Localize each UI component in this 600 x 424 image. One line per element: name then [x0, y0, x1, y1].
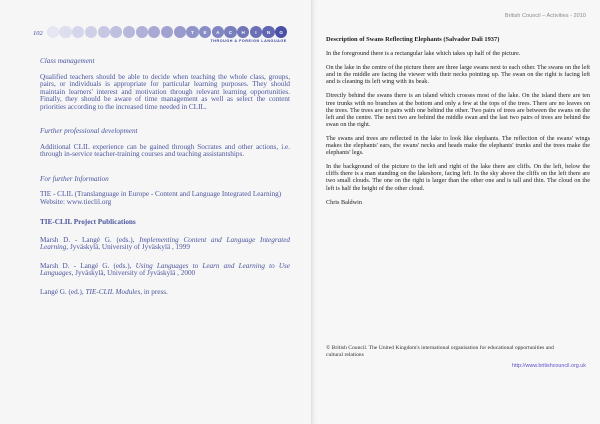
tie-clil-description: TIE - CLIL (Translanguage in Europe - Content and Language Integrated Learning) — [40, 190, 282, 198]
page-right — [311, 0, 600, 424]
paragraph: In the foreground there is a rectangular lake which takes up half of the picture. — [326, 50, 521, 58]
paragraph: The swans and trees are reflected in the lake to look like elephants. The reflection of the swans' wings makes the elephants' ears, the swans' necks and heads make the elephants' trunks and the trees make the elephants' legs. — [326, 134, 590, 157]
logo-letter-dot: T — [186, 26, 198, 38]
further-information-block — [40, 191, 290, 206]
paragraph: Directly behind the swans there is an island which crosses most of the lake. On the island there are ten tree trunks with no branches at the bottom and only a few at the tops of the trees. There are no leaves on the trees. The trees are in pairs with one behind the other. Two pairs of trees are between the swans on the left and the centre. The next two are behind the middle swan and the last two pairs of trees are behind the swan on the right. — [326, 92, 590, 128]
logo-dot — [59, 26, 71, 38]
logo-dot — [123, 26, 135, 38]
logo-dot — [85, 26, 97, 38]
right-page-body — [326, 36, 590, 213]
section-heading-professional-development: Further professional development — [40, 127, 138, 135]
paragraph: On the lake in the centre of the picture there are three large swans next to each other. The swans on the left and in the middle are facing the viewer with their necks pointing up. The swan on the right is facing left and is cleaning its left wing with its beak. — [326, 64, 590, 86]
publication-details: , Jyväskylä, University of Jyväskylä , 2000 — [71, 269, 196, 277]
logo-dot — [98, 26, 110, 38]
logo-dot — [47, 26, 59, 38]
logo-letter-dot: G — [275, 26, 287, 38]
logo-dot — [174, 26, 186, 38]
document-title: Description of Swans Reflecting Elephants (Salvador Dali 1937) — [326, 36, 500, 43]
publication-authors: Marsh D. - Langé G. (eds.), — [40, 235, 140, 244]
tie-clil-website: Website: www.tieclil.org — [40, 197, 112, 206]
publication-title: Using Languages to Learn and Learning to Use Languages — [40, 261, 291, 277]
logo-letter-dot: I — [250, 26, 262, 38]
logo-subtitle: THROUGH A FOREIGN LANGUAGE — [210, 38, 287, 43]
publications-heading: TIE-CLIL Project Publications — [40, 218, 136, 226]
logo-dot — [110, 26, 122, 38]
section-heading-further-information: For further Information — [40, 174, 109, 183]
publication-item — [40, 289, 290, 297]
logo-letter-dot: A — [212, 26, 224, 38]
logo-letter-dot: H — [237, 26, 249, 38]
left-page-header — [33, 26, 288, 43]
publication-title: Implementing Content and Language Integrated Learning — [40, 235, 290, 251]
section-heading-class-management: Class management — [40, 57, 95, 65]
logo-letter-dot: N — [262, 26, 274, 38]
page-number: 102 — [33, 29, 43, 37]
logo-dot — [148, 26, 160, 38]
author-signature: Chris Baldwin — [326, 198, 362, 206]
logo-dot — [136, 26, 148, 38]
logo-letter-dot: E — [199, 26, 211, 38]
publication-title: TIE-CLIL Modules — [85, 287, 141, 296]
copyright-footer: © British Council. The United Kingdom's international organisation for educational opportunities and cultural relations — [326, 345, 554, 358]
publication-item — [40, 263, 290, 278]
publication-item — [40, 237, 290, 252]
publication-details: , Jyväskylä, University of Jyväskylä , 1999 — [66, 243, 190, 251]
british-council-link[interactable]: http://www.britishcouncil.org.uk — [511, 363, 586, 369]
logo-dot — [72, 26, 84, 38]
logo-letter-dot: C — [224, 26, 236, 38]
publication-authors: Langé G. (ed.), — [40, 287, 86, 296]
running-header: British Council – Activities - 2010 — [504, 13, 586, 19]
publication-details: , in press. — [140, 287, 168, 296]
paragraph: In the background of the picture to the left and right of the lake there are cliffs. On the left, below the cliffs there is a man standing on the lakeshore, facing left. In the sky above the cliffs on the left there are two small clouds. The one on the right is larger than the other one and is tall and thin. The cloud on the left is half the height of the other cloud. — [326, 163, 590, 192]
section-body-class-management: Qualified teachers should be able to decide when teaching the whole class, groups, pairs, or individuals is appropriate for particular learning purposes. They should maintain learners' interest and motivation through relevant learning opportunities. Finally, they should be aware of time management as well as select the content priorities according to the increased time needed in CLIL. — [40, 72, 290, 111]
left-page-body — [40, 58, 290, 307]
publication-authors: Marsh D. - Langé G. (eds.), — [40, 261, 136, 270]
logo-dot — [161, 26, 173, 38]
section-body-professional-development: Additional CLIL experience can be gained through Socrates and other actions, i.e. through in-service teacher-training courses and teaching assistantships. — [40, 142, 290, 158]
dots-row — [47, 26, 288, 38]
teaching-logo — [47, 26, 288, 43]
